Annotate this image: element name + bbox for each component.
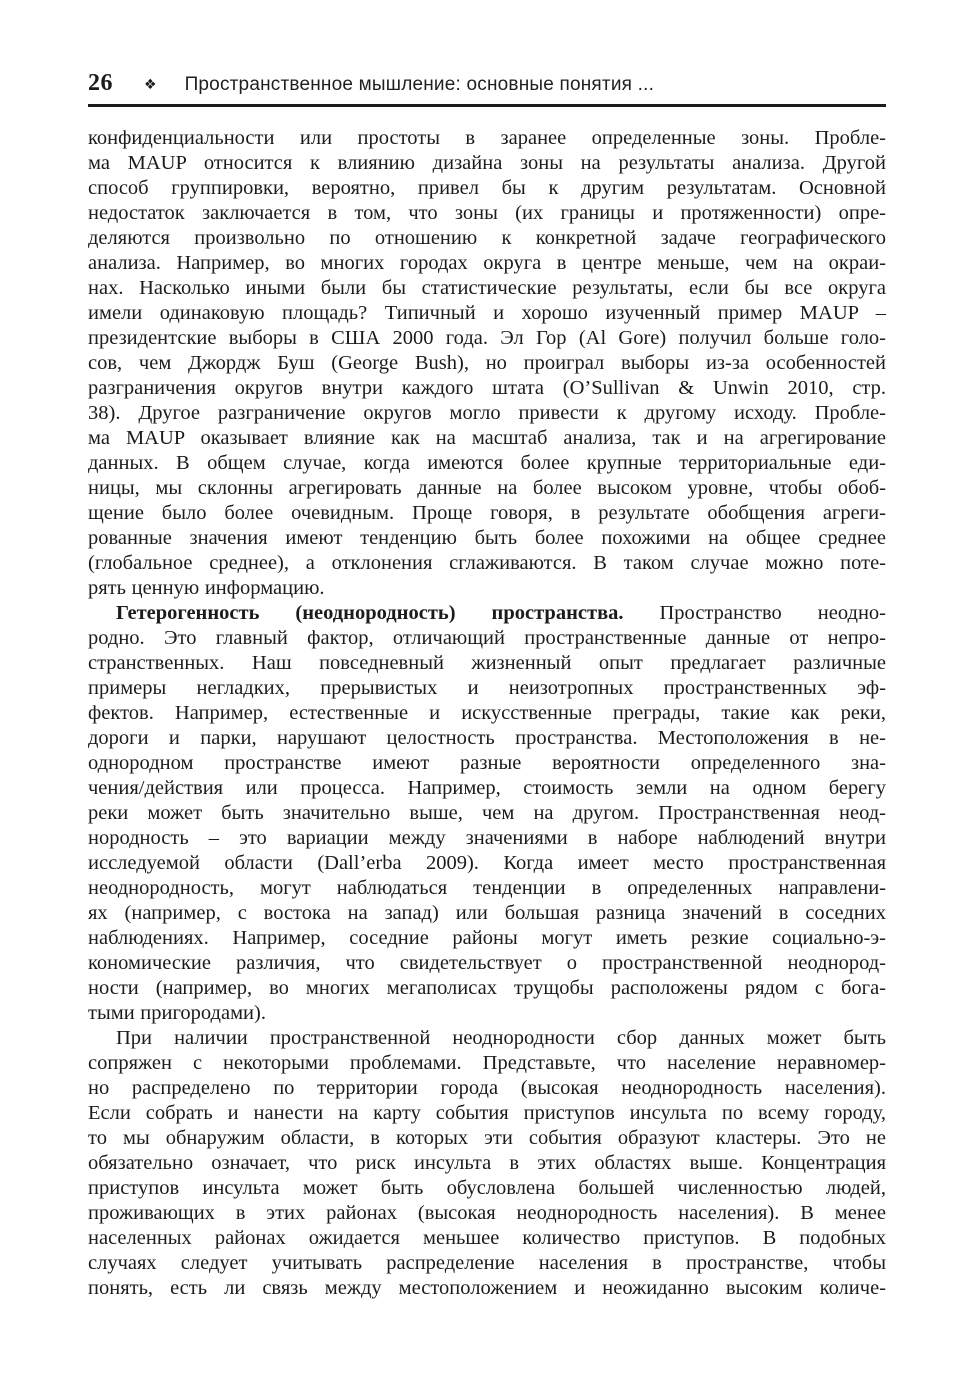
text-line: щение было более очевидным. Проще говоря, в результате обобщения агреги- bbox=[88, 502, 886, 524]
bold-run: Гетерогенность (неоднородность) пространства. bbox=[116, 602, 624, 624]
text-line: недостаток заключается в том, что зоны (их границы и протяженности) опре- bbox=[88, 202, 886, 224]
text-line: деляются произвольно по отношению к конкретной задаче географического bbox=[88, 227, 886, 249]
header-rule bbox=[88, 104, 886, 107]
text-run: Пространство неодно- bbox=[623, 602, 886, 624]
text-line: При наличии пространственной неоднородности сбор данных может быть bbox=[116, 1027, 886, 1049]
text-line: ма MAUP относится к влиянию дизайна зоны на результаты анализа. Другой bbox=[88, 152, 886, 174]
text-line: однородном пространстве имеют разные вероятности определенного зна- bbox=[88, 752, 886, 774]
text-line: ницы, мы склонны агрегировать данные на более высоком уровне, чтобы обоб- bbox=[88, 477, 886, 499]
text-line: конфиденциальности или простоты в заранее определенные зоны. Пробле- bbox=[88, 127, 886, 149]
text-line: способ группировки, вероятно, привел бы к другим результатам. Основной bbox=[88, 177, 886, 199]
text-line: разграничения округов внутри каждого штата (O’Sullivan & Unwin 2010, стр. bbox=[88, 377, 886, 399]
paragraph-heterogeneity bbox=[88, 601, 886, 1026]
text-line: нах. Насколько иными были бы статистические результаты, если бы все округа bbox=[88, 277, 886, 299]
text-line: населенных районах ожидается меньшее количество приступов. В подобных bbox=[88, 1227, 886, 1249]
text-line: (глобальное среднее), а отклонения сглаживаются. В таком случае можно поте- bbox=[88, 552, 886, 574]
text-line: рять ценную информацию. bbox=[88, 577, 325, 599]
text-line: кономические различия, что свидетельствует о пространственной неоднород- bbox=[88, 952, 886, 974]
text-line: фектов. Например, естественные и искусственные преграды, такие как реки, bbox=[88, 702, 886, 724]
text-line: данных. В общем случае, когда имеются более крупные территориальные еди- bbox=[88, 452, 886, 474]
text-line: случаях следует учитывать распределение населения в пространстве, чтобы bbox=[88, 1252, 886, 1274]
running-title: Пространственное мышление: основные понятия ... bbox=[184, 74, 655, 95]
page-number: 26 bbox=[88, 70, 113, 96]
text-line: сопряжен с некоторыми проблемами. Представьте, что население неравномер- bbox=[88, 1052, 886, 1074]
paragraph-data-collection bbox=[88, 1026, 886, 1301]
text-line: обязательно означает, что риск инсульта в этих областях выше. Концентрация bbox=[88, 1152, 886, 1174]
text-line: приступов инсульта может быть обусловлена большей численностью людей, bbox=[88, 1177, 886, 1199]
text-line: понять, есть ли связь между местоположением и неожиданно высоким количе- bbox=[88, 1277, 886, 1299]
page-content bbox=[88, 70, 886, 1301]
text-line: президентские выборы в США 2000 года. Эл Гор (Al Gore) получил больше голо- bbox=[88, 327, 886, 349]
text-line: рованные значения имеют тенденцию быть более похожими на общее среднее bbox=[88, 527, 886, 549]
text-line: имели одинаковую площадь? Типичный и хорошо изученный пример MAUP – bbox=[88, 302, 886, 324]
text-line: проживающих в этих районах (высокая неоднородность населения). В менее bbox=[88, 1202, 886, 1224]
paragraph-maup bbox=[88, 126, 886, 601]
text-line bbox=[88, 601, 886, 626]
text-line: неоднородность, могут наблюдаться тенденции в определенных направлени- bbox=[88, 877, 886, 899]
text-line: родно. Это главный фактор, отличающий пространственные данные от непро- bbox=[88, 627, 886, 649]
text-line: 38). Другое разграничение округов могло привести к другому исходу. Пробле- bbox=[88, 402, 886, 424]
diamond-separator-icon: ❖ bbox=[144, 77, 157, 93]
text-line: то мы обнаружим области, в которых эти события образуют кластеры. Это не bbox=[88, 1127, 886, 1149]
page-header bbox=[88, 70, 886, 97]
text-line: но распределено по территории города (высокая неоднородность населения). bbox=[88, 1077, 886, 1099]
text-line: исследуемой области (Dall’erba 2009). Когда имеет место пространственная bbox=[88, 852, 886, 874]
text-line: ма MAUP оказывает влияние как на масштаб анализа, так и на агрегирование bbox=[88, 427, 886, 449]
text-line: ях (например, с востока на запад) или большая разница значений в соседних bbox=[88, 902, 886, 924]
text-line: тыми пригородами). bbox=[88, 1002, 266, 1024]
text-line: нородность – это вариации между значениями в наборе наблюдений внутри bbox=[88, 827, 886, 849]
text-line: дороги и парки, нарушают целостность пространства. Местоположения в не- bbox=[88, 727, 886, 749]
text-line: чения/действия или процесса. Например, стоимость земли на одном берегу bbox=[88, 777, 886, 799]
text-line: странственных. Наш повседневный жизненный опыт предлагает различные bbox=[88, 652, 886, 674]
text-line: сов, чем Джордж Буш (George Bush), но проиграл выборы из-за особенностей bbox=[88, 352, 886, 374]
text-line: анализа. Например, во многих городах округа в центре меньше, чем на окраи- bbox=[88, 252, 886, 274]
text-line: реки может быть значительно выше, чем на другом. Пространственная неод- bbox=[88, 802, 886, 824]
page-body bbox=[88, 126, 886, 1301]
text-line: ности (например, во многих мегаполисах трущобы расположены рядом с бога- bbox=[88, 977, 886, 999]
text-line: Если собрать и нанести на карту события приступов инсульта по всему городу, bbox=[88, 1102, 886, 1124]
text-line: наблюдениях. Например, соседние районы могут иметь резкие социально-э- bbox=[88, 927, 886, 949]
text-line: примеры негладких, прерывистых и неизотропных пространственных эф- bbox=[88, 677, 886, 699]
